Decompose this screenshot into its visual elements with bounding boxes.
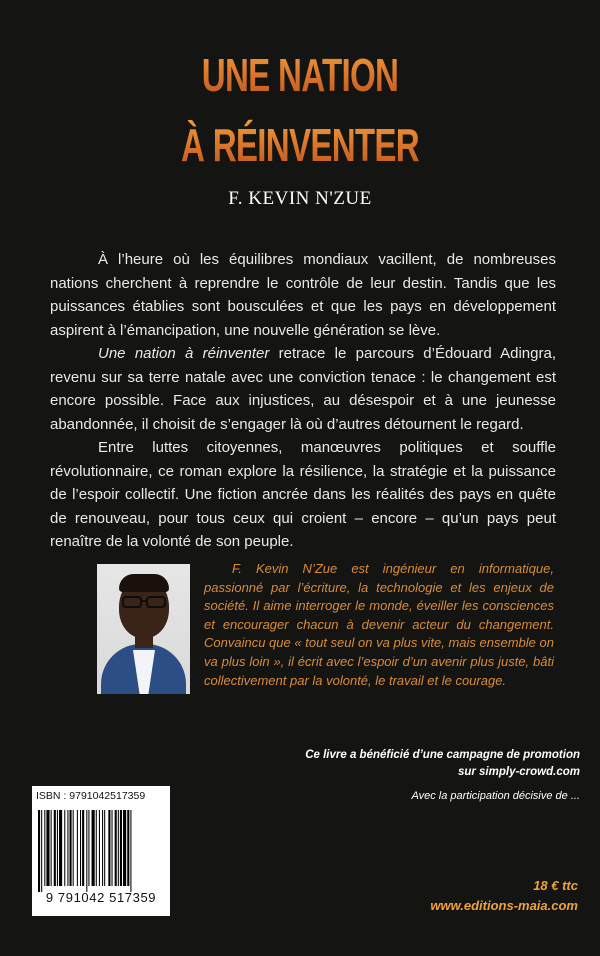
promotion-line-2: sur simply-crowd.com [457,766,580,778]
barcode-panel [32,786,170,916]
author-bio [204,560,554,690]
book-title-line2: À RÉINVENTER [84,115,516,175]
blurb-paragraph-3: Entre luttes citoyennes, manœuvres politiques et souffle révolutionnaire, ce roman explore la résilience, la stratégie et la puissance de l’espoir collectif. Une fiction ancrée dans les réalités des pays en quête de renouveau, pour tous ceux qui croient – encore – qu’un pays peut renaître de la volonté de son peuple. [50,439,556,550]
author-bio-text: F. Kevin N’Zue est ingénieur en informatique, passionné par l’écriture, la technologie et les enjeux de société. Il aime interroger le monde, éveiller les consciences et encourager chacun à devenir acteur du changement. Convaincu que « tout seul on va plus vite, mais ensemble on va plus loin », il écrit avec l’espoir d’un avenir plus juste, bâti collectivement par la volonté, le travail et le courage. [204,561,554,688]
participation-note: Avec la participation décisive de ... [411,790,580,802]
promotion-line-1: Ce livre a bénéficié d’une campagne de promotion [305,749,580,761]
author-photo [97,564,190,694]
isbn-label: ISBN : 9791042517359 [36,790,146,802]
blurb-book-title: Une nation à réinventer [98,345,270,362]
publisher-website: www.editions-maia.com [430,898,578,913]
blurb-paragraph-1: À l’heure où les équilibres mondiaux vacillent, de nombreuses nations cherchent à reprendre le contrôle de leur destin. Tandis que les puissances établies sont bousculées et que les pays en développement aspirent à l’émancipation, une nouvelle génération se lève. [50,251,556,339]
barcode-digits: 9 791042 517359 [45,890,157,905]
blurb-paragraph-2-text: retrace le parcours d’Édouard Adingra, revenu sur sa terre natale avec une conviction tenace : le changement est encore possible. Face aux injustices, au désespoir et à une jeunesse abandonnée, il choisit de s’engager là où d’autres détournent le regard. [50,345,557,433]
author-name: F. KEVIN N'ZUE [228,188,372,209]
barcode-image [38,810,164,892]
glasses-icon [122,596,166,608]
back-cover-blurb [50,248,556,554]
book-title-line1: UNE NATION [84,45,516,105]
book-price: 18 € ttc [533,878,578,893]
blurb-paragraph-2 [50,342,556,436]
promotion-notice [240,747,580,781]
